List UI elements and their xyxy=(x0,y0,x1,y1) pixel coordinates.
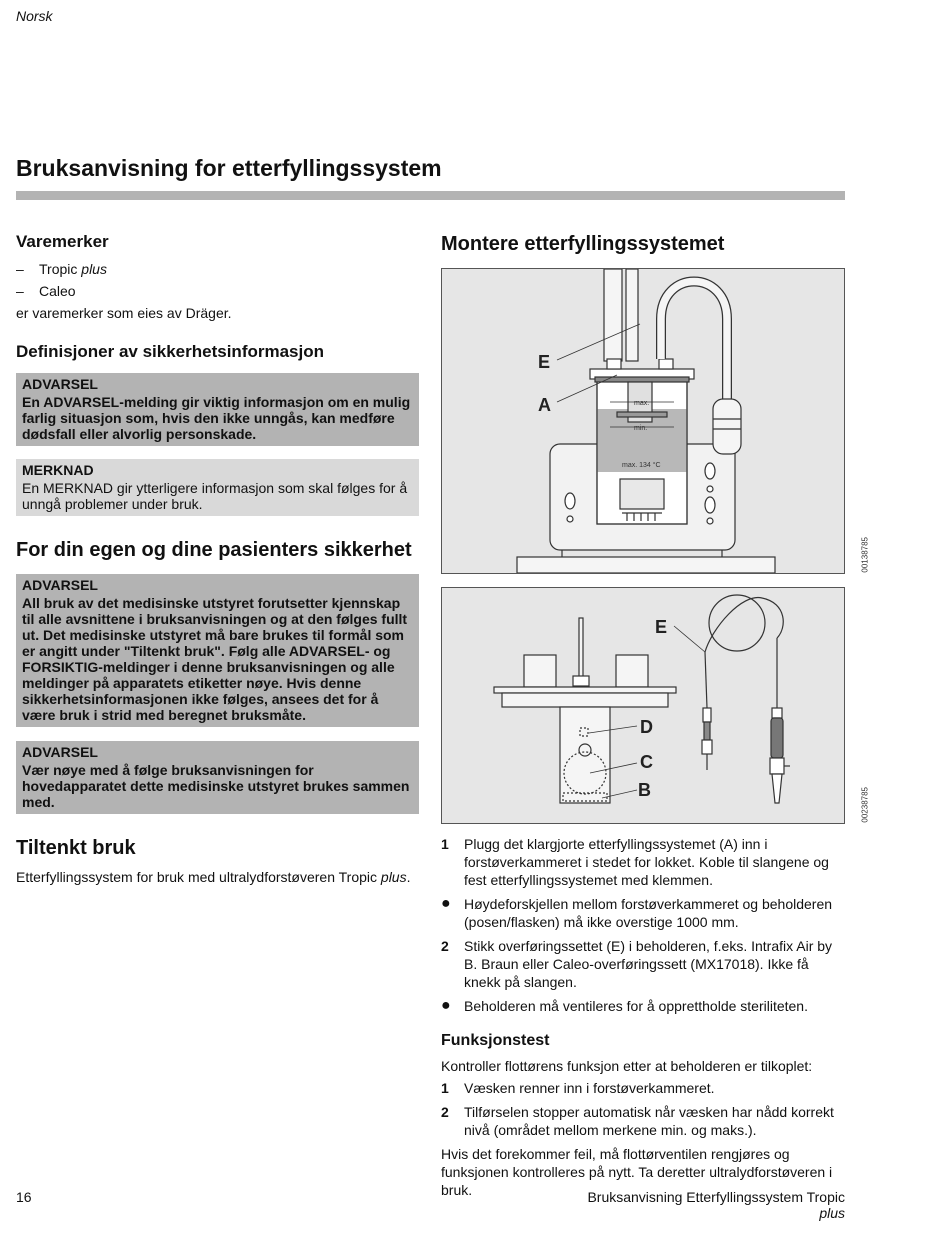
warning-text: Vær nøye med å følge bruksanvisningen for hovedapparatet dette medisinske utstyret brukes sammen med. xyxy=(22,762,410,810)
warning-text: All bruk av det medisinske utstyret forutsetter kjennskap til alle avsnittene i bruksanvisningen og at den følges fullt ut. Det medisinske utstyret må bare brukes til formål som er angitt under "Tiltenkt bruk". Følg alle ADVARSEL- og FORSIKTIG-meldinger i denne bruksanvisningen og alle meldinger på apparatets etiketter nøye. Hvis denne sikkerhetsinformasjonen ikke følges, ansees det for å være bruk i strid med beregnet bruksmåte. xyxy=(22,595,408,723)
note-box xyxy=(16,459,419,516)
trademark-item xyxy=(16,282,419,300)
figure-id: 00138785 xyxy=(861,537,870,573)
max-mark: max. xyxy=(634,400,650,407)
warning-text: En ADVARSEL-melding gir viktig informasjon om en mulig farlig situasjon som, hvis den ikke unngås, kan medføre dødsfall eller alvorlig personskade. xyxy=(22,394,411,442)
warning-box xyxy=(16,574,419,727)
label-e: E xyxy=(538,352,551,372)
label-c: C xyxy=(640,752,653,772)
footer-doc-title: Bruksanvisning Etterfyllingssystem Tropic plus xyxy=(587,1189,845,1221)
step-text: Stikk overføringssettet (E) i beholderen, f.eks. Intrafix Air by B. Braun eller Caleo-overføringssett (MX17018). Ikke få knekk på slangen. xyxy=(464,938,833,990)
refill-set-illustration xyxy=(442,588,844,823)
label-a: A xyxy=(538,395,551,415)
figure-nebulizer-chamber xyxy=(441,268,870,574)
min-mark: min. xyxy=(634,425,648,432)
figure-refill-set xyxy=(441,587,870,824)
step-text: Tilførselen stopper automatisk når væsken har nådd korrekt nivå (området mellom merkene min. og maks.). xyxy=(464,1104,834,1138)
language-label: Norsk xyxy=(16,8,53,24)
step-text: Plugg det klargjorte etterfyllingssystemet (A) inn i forstøverkammeret i stedet for lokket. Koble til slangene og fest etterfyllingssystemet med klemmen. xyxy=(464,836,829,888)
warning-box xyxy=(16,373,419,446)
temperature-mark: max. 134 °C xyxy=(622,462,661,469)
step-number: 1 xyxy=(441,836,449,852)
label-b: B xyxy=(638,780,651,800)
label-d: D xyxy=(640,717,653,737)
warning-label: ADVARSEL xyxy=(22,376,98,392)
trademark-name: Caleo xyxy=(39,283,76,299)
trademarks-text: er varemerker som eies av Dräger. xyxy=(16,305,232,321)
step-text: Væsken renner inn i forstøverkammeret. xyxy=(464,1080,715,1096)
step-text: Beholderen må ventileres for å opprettholde steriliteten. xyxy=(464,998,808,1014)
step-text: Høydeforskjellen mellom forstøverkammeret og beholderen (posen/flasken) må ikke overstige 1000 mm. xyxy=(464,896,833,930)
bullet-icon: ● xyxy=(441,997,451,1014)
list-item xyxy=(441,1079,845,1097)
mount-heading: Montere etterfyllingssystemet xyxy=(441,233,725,255)
warning-box xyxy=(16,741,419,814)
label-e: E xyxy=(655,617,668,637)
list-item xyxy=(441,835,845,889)
figure-id: 00238785 xyxy=(861,787,870,823)
mount-steps xyxy=(441,835,845,1015)
intended-use-text: Etterfyllingssystem for bruk med ultralydforstøveren Tropic plus. xyxy=(16,869,411,885)
trademark-item xyxy=(16,260,419,278)
trademark-name: Tropic plus xyxy=(39,261,107,277)
dash: – xyxy=(16,283,24,299)
step-number: 2 xyxy=(441,1104,449,1120)
left-column xyxy=(16,232,419,886)
right-column xyxy=(441,232,870,1199)
note-label: MERKNAD xyxy=(22,462,94,478)
list-item xyxy=(441,997,845,1015)
page-title: Bruksanvisning for etterfyllingssystem xyxy=(16,155,442,181)
warning-label: ADVARSEL xyxy=(22,577,98,593)
function-test-intro: Kontroller flottørens funksjon etter at beholderen er tilkoplet: xyxy=(441,1058,813,1074)
page-number: 16 xyxy=(16,1189,32,1205)
trademarks-heading: Varemerker xyxy=(16,232,109,251)
intended-use-heading: Tiltenkt bruk xyxy=(16,837,136,859)
step-number: 2 xyxy=(441,938,449,954)
warning-label: ADVARSEL xyxy=(22,744,98,760)
note-text: En MERKNAD gir ytterligere informasjon som skal følges for å unngå problemer under bruk. xyxy=(22,480,408,512)
definitions-heading: Definisjoner av sikkerhetsinformasjon xyxy=(16,342,324,361)
function-test-outro: Hvis det forekommer feil, må flottørventilen rengjøres og funksjonen kontrolleres på nytt. Ta deretter ultralydforstøveren i bruk. xyxy=(441,1146,833,1198)
nebulizer-chamber-illustration xyxy=(442,269,844,573)
bullet-icon: ● xyxy=(441,895,451,912)
list-item xyxy=(441,1103,845,1139)
title-rule xyxy=(16,191,845,200)
list-item xyxy=(441,937,845,991)
safety-heading: For din egen og dine pasienters sikkerhet xyxy=(16,539,412,561)
step-number: 1 xyxy=(441,1080,449,1096)
function-test-heading: Funksjonstest xyxy=(441,1032,550,1049)
dash: – xyxy=(16,261,24,277)
list-item xyxy=(441,895,845,931)
